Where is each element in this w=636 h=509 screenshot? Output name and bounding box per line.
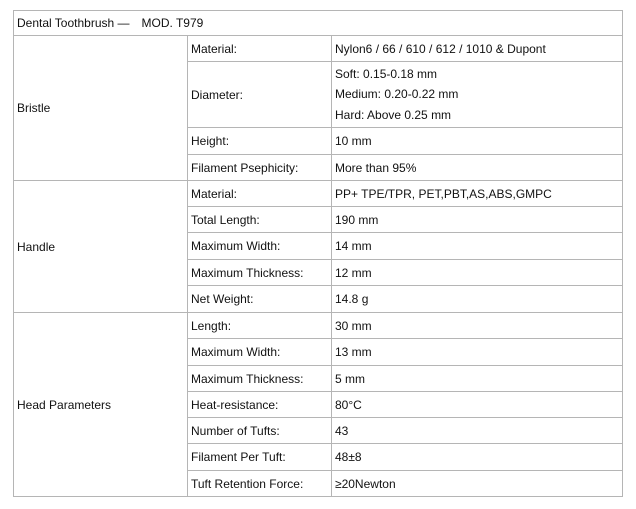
- product-name: Dental Toothbrush —: [17, 16, 130, 30]
- table-row: [14, 36, 623, 62]
- spec-label: Filament Per Tuft:: [188, 444, 332, 471]
- table-row: [14, 313, 623, 339]
- spec-label: Filament Psephicity:: [188, 155, 332, 181]
- spec-label: Maximum Thickness:: [188, 260, 332, 286]
- spec-label: Length:: [188, 313, 332, 339]
- spec-label: Net Weight:: [188, 286, 332, 313]
- spec-value: ≥20Newton: [332, 471, 623, 497]
- spec-value: 10 mm: [332, 128, 623, 155]
- diameter-medium: Medium: 0.20-0.22 mm: [335, 87, 459, 102]
- spec-value: 190 mm: [332, 207, 623, 233]
- spec-label: Heat-resistance:: [188, 392, 332, 418]
- table-row: [14, 181, 623, 207]
- spec-label: Total Length:: [188, 207, 332, 233]
- group-label-bristle: Bristle: [14, 36, 188, 181]
- spec-label: Material:: [188, 181, 332, 207]
- group-label-handle: Handle: [14, 181, 188, 313]
- spec-label: Height:: [188, 128, 332, 155]
- spec-label: Maximum Thickness:: [188, 366, 332, 392]
- spec-value: More than 95%: [332, 155, 623, 181]
- spec-value: 80°C: [332, 392, 623, 418]
- group-label-head-parameters: Head Parameters: [14, 313, 188, 497]
- spec-value: [332, 62, 623, 128]
- spec-value: 12 mm: [332, 260, 623, 286]
- spec-value: 14 mm: [332, 233, 623, 260]
- spec-value: Nylon6 / 66 / 610 / 612 / 1010 & Dupont: [332, 36, 623, 62]
- spec-table: [13, 10, 623, 497]
- spec-value: 13 mm: [332, 339, 623, 366]
- diameter-soft: Soft: 0.15-0.18 mm: [335, 66, 438, 81]
- model-number: MOD. T979: [141, 16, 204, 30]
- spec-value: 43: [332, 418, 623, 444]
- spec-label: Diameter:: [188, 62, 332, 128]
- spec-value: 48±8: [332, 444, 623, 471]
- spec-value: 5 mm: [332, 366, 623, 392]
- spec-label: Material:: [188, 36, 332, 62]
- spec-label: Maximum Width:: [188, 339, 332, 366]
- spec-value: 30 mm: [332, 313, 623, 339]
- spec-value: PP+ TPE/TPR, PET,PBT,AS,ABS,GMPC: [332, 181, 623, 207]
- spec-label: Maximum Width:: [188, 233, 332, 260]
- title-row: [14, 11, 623, 36]
- table-title: [14, 11, 623, 36]
- spec-value: 14.8 g: [332, 286, 623, 313]
- spec-label: Tuft Retention Force:: [188, 471, 332, 497]
- diameter-hard: Hard: Above 0.25 mm: [335, 107, 452, 122]
- spec-label: Number of Tufts:: [188, 418, 332, 444]
